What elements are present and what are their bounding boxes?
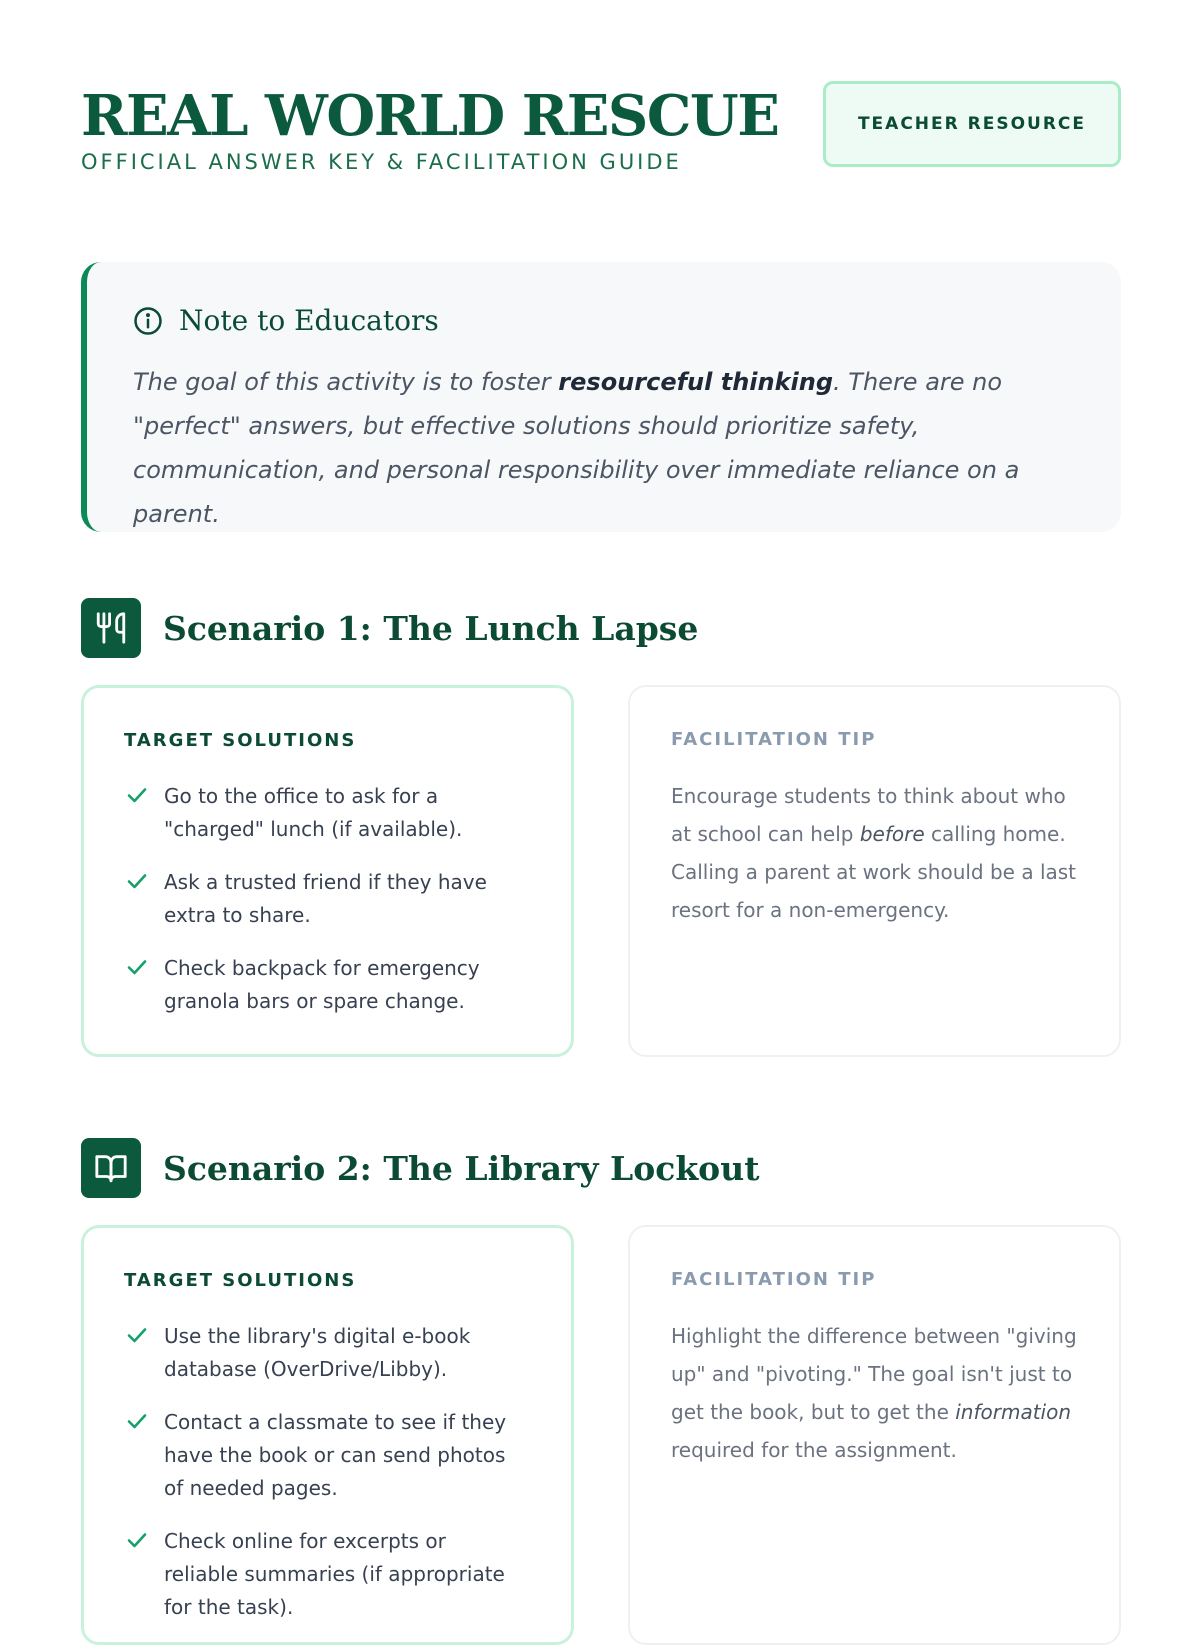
scenario-2-header bbox=[81, 1138, 759, 1198]
scenario-1-header bbox=[81, 598, 698, 658]
tip-text: Encourage students to think about who at school can help before calling home. Calling a parent at work should be a last resort for a non-emergency. bbox=[671, 784, 1077, 922]
solution-item: Ask a trusted friend if they have extra to share. bbox=[124, 866, 524, 932]
page-title: REAL WORLD RESCUE bbox=[81, 83, 779, 149]
tip-label: FACILITATION TIP bbox=[671, 1269, 877, 1290]
page-header bbox=[81, 84, 1121, 184]
educator-note bbox=[81, 262, 1121, 532]
solutions-label: TARGET SOLUTIONS bbox=[124, 1270, 357, 1291]
solutions-list bbox=[124, 1320, 524, 1644]
checkmark-icon bbox=[124, 783, 150, 807]
info-icon bbox=[133, 306, 163, 336]
solution-item: Contact a classmate to see if they have the book or can send photos of needed pages. bbox=[124, 1406, 524, 1505]
scenario-1-solutions-card bbox=[81, 685, 574, 1057]
solution-item: Check backpack for emergency granola bars or spare change. bbox=[124, 952, 524, 1018]
teacher-resource-badge: TEACHER RESOURCE bbox=[823, 81, 1121, 167]
educator-note-header bbox=[133, 304, 439, 337]
checkmark-icon bbox=[124, 869, 150, 893]
book-icon bbox=[81, 1138, 141, 1198]
utensils-icon bbox=[81, 598, 141, 658]
solution-item: Go to the office to ask for a "charged" lunch (if available). bbox=[124, 780, 524, 846]
page-subtitle: OFFICIAL ANSWER KEY & FACILITATION GUIDE bbox=[81, 150, 682, 174]
checkmark-icon bbox=[124, 1323, 150, 1347]
checkmark-icon bbox=[124, 955, 150, 979]
emphasis-text: resourceful thinking bbox=[558, 368, 834, 396]
solution-item: Check online for excerpts or reliable summaries (if appropriate for the task). bbox=[124, 1525, 524, 1624]
solutions-list bbox=[124, 780, 524, 1038]
scenario-1-tip-card bbox=[628, 685, 1121, 1057]
scenario-1-title: Scenario 1: The Lunch Lapse bbox=[163, 608, 699, 648]
checkmark-icon bbox=[124, 1409, 150, 1433]
educator-note-title: Note to Educators bbox=[179, 304, 439, 337]
checkmark-icon bbox=[124, 1528, 150, 1552]
educator-note-text: The goal of this activity is to foster resourceful thinking. There are no "perfect" answers, but effective solutions should prioritize safety, communication, and personal responsibility over immediate reliance on a parent. bbox=[133, 368, 1020, 528]
scenario-2-solutions-card bbox=[81, 1225, 574, 1645]
solution-item: Use the library's digital e-book database (OverDrive/Libby). bbox=[124, 1320, 524, 1386]
scenario-2-tip-card bbox=[628, 1225, 1121, 1645]
solutions-label: TARGET SOLUTIONS bbox=[124, 730, 357, 751]
tip-label: FACILITATION TIP bbox=[671, 729, 877, 750]
tip-text: Highlight the difference between "giving up" and "pivoting." The goal isn't just to get the book, but to get the information required for the assignment. bbox=[671, 1324, 1077, 1462]
scenario-2-title: Scenario 2: The Library Lockout bbox=[163, 1148, 760, 1188]
